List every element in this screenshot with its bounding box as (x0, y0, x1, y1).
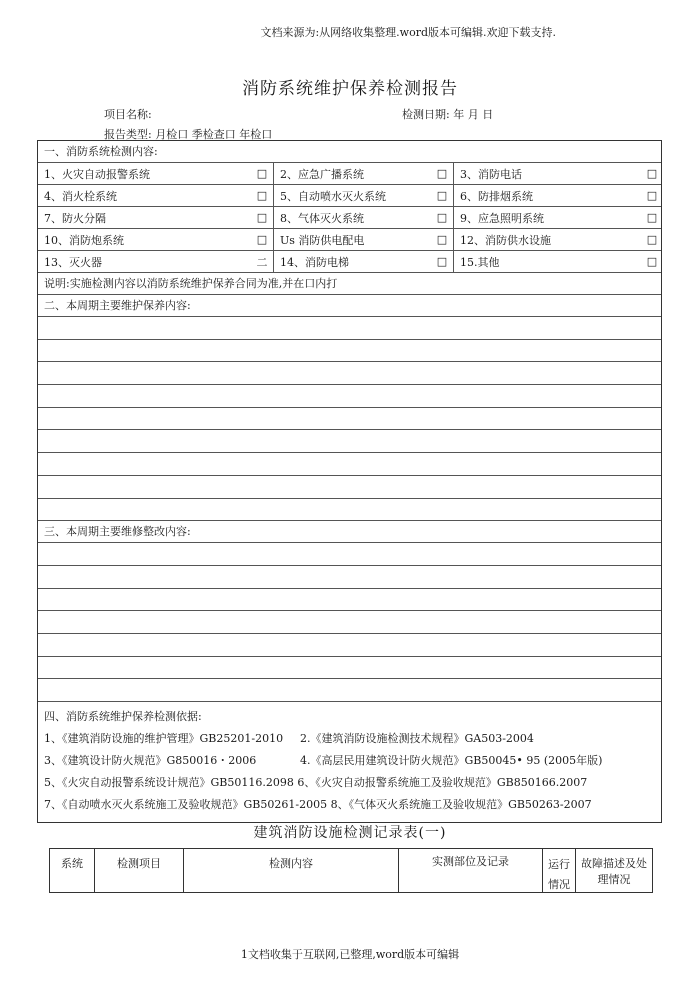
blank-entry-line[interactable] (38, 611, 661, 634)
checklist-item-label: 5、自动喷水灭火系统 (280, 189, 386, 203)
checklist-item-label: 1、火灾自动报警系统 (44, 167, 150, 181)
blank-entry-line[interactable] (38, 476, 661, 499)
project-name-label: 项目名称: (104, 108, 152, 121)
standard-item: 5、《火灾自动报警系统设计规范》GB50116.2098 6、《火灾自动报警系统施工及验收规范》GB850166.2007 (44, 776, 588, 789)
section4-heading: 四、消防系统维护保养检测依据: (44, 710, 202, 723)
blank-entry-line[interactable] (38, 317, 661, 340)
checkbox[interactable]: 二 (256, 255, 268, 269)
standard-item: 4.《高层民用建筑设计防火规范》GB50045• 95 (2005年版) (300, 754, 603, 767)
checkbox[interactable]: □ (646, 255, 658, 268)
checklist-row (38, 251, 661, 273)
blank-entry-line[interactable] (38, 566, 661, 589)
checklist-item-label: 3、消防电话 (460, 167, 522, 181)
checkbox[interactable]: □ (646, 233, 658, 246)
checkbox[interactable]: □ (256, 211, 268, 224)
column-header-operation: 运行情况 (543, 849, 576, 892)
standard-line (44, 728, 655, 750)
checklist-item-label: 10、消防炮系统 (44, 233, 124, 247)
checkbox[interactable]: □ (436, 189, 448, 202)
checkbox[interactable]: □ (256, 167, 268, 180)
page-footer: 1文档收集于互联网,已整理,word版本可编辑 (240, 948, 460, 961)
checklist-row (38, 185, 661, 207)
blank-entry-line[interactable] (38, 679, 661, 702)
checklist-item-label: 14、消防电梯 (280, 255, 349, 269)
column-header-location: 实测部位及记录 (399, 849, 543, 892)
checklist-item-label: 12、消防供水设施 (460, 233, 551, 247)
standard-line (44, 794, 655, 816)
blank-entry-line[interactable] (38, 430, 661, 453)
blank-entry-line[interactable] (38, 453, 661, 476)
checklist-item-label: 13、灭火器 (44, 255, 102, 269)
checkbox[interactable]: □ (646, 189, 658, 202)
checkbox[interactable]: □ (256, 189, 268, 202)
section1-heading: 一、消防系统检测内容: (38, 141, 661, 163)
standard-item: 7、《自动喷水灭火系统施工及验收规范》GB50261-2005 8、《气体灭火系统施工及验收规范》GB50263-2007 (44, 798, 592, 811)
blank-entry-line[interactable] (38, 634, 661, 657)
report-title: 消防系统维护保养检测报告 (242, 79, 458, 99)
standard-item: 3、《建筑设计防火规范》G850016・2006 (44, 754, 257, 767)
checklist-item-label: Us 消防供电配电 (280, 233, 365, 247)
blank-entry-line[interactable] (38, 385, 661, 408)
checkbox[interactable]: □ (256, 233, 268, 246)
inspection-date-label: 检测日期: 年 月 日 (402, 108, 494, 121)
checklist-row (38, 163, 661, 185)
blank-entry-line[interactable] (38, 408, 661, 431)
checkbox[interactable]: □ (646, 211, 658, 224)
standard-line (44, 772, 655, 794)
checklist-row (38, 229, 661, 251)
standard-item: 1、《建筑消防设施的维护管理》GB25201-2010 (44, 732, 284, 745)
checklist-item-label: 8、气体灭火系统 (280, 211, 364, 225)
report-type-line: 报告类型: 月检口 季检查口 年检口 (104, 128, 273, 141)
checkbox[interactable]: □ (436, 233, 448, 246)
checklist-item-label: 9、应急照明系统 (460, 211, 544, 225)
standard-item: 2.《建筑消防设施检测技术规程》GA503-2004 (300, 732, 534, 745)
source-note: 文档来源为:从网络收集整理.word版本可编辑.欢迎下载支持. (260, 26, 556, 39)
checklist-item-label: 2、应急广播系统 (280, 167, 364, 181)
record-table-title: 建筑消防设施检测记录表(一) (253, 825, 447, 841)
checklist-item-label: 15.其他 (460, 255, 500, 269)
checklist-row (38, 207, 661, 229)
checklist-item-label: 7、防火分隔 (44, 211, 106, 225)
column-header-system: 系统 (50, 849, 95, 892)
record-table-header (49, 848, 653, 893)
inspection-form (37, 140, 662, 823)
blank-entry-line[interactable] (38, 362, 661, 385)
section3-heading: 三、本周期主要维修整改内容: (38, 521, 661, 543)
section2-heading: 二、本周期主要维护保养内容: (38, 295, 661, 317)
checkbox[interactable]: □ (646, 167, 658, 180)
standard-line (44, 750, 655, 772)
blank-entry-line[interactable] (38, 657, 661, 680)
column-header-item: 检测项目 (95, 849, 184, 892)
checklist-item-label: 6、防排烟系统 (460, 189, 533, 203)
checklist-note: 说明:实施检测内容以消防系统维护保养合同为准,并在口内打 (38, 273, 661, 295)
blank-entry-line[interactable] (38, 499, 661, 522)
blank-entry-line[interactable] (38, 589, 661, 612)
column-header-fault: 故障描述及处理情况 (581, 857, 647, 886)
standards-section (38, 702, 661, 822)
checkbox[interactable]: □ (436, 211, 448, 224)
blank-entry-line[interactable] (38, 340, 661, 363)
checkbox[interactable]: □ (436, 167, 448, 180)
column-header-content: 检测内容 (184, 849, 399, 892)
blank-entry-line[interactable] (38, 543, 661, 566)
checklist-item-label: 4、消火栓系统 (44, 189, 117, 203)
checkbox[interactable]: □ (436, 255, 448, 268)
